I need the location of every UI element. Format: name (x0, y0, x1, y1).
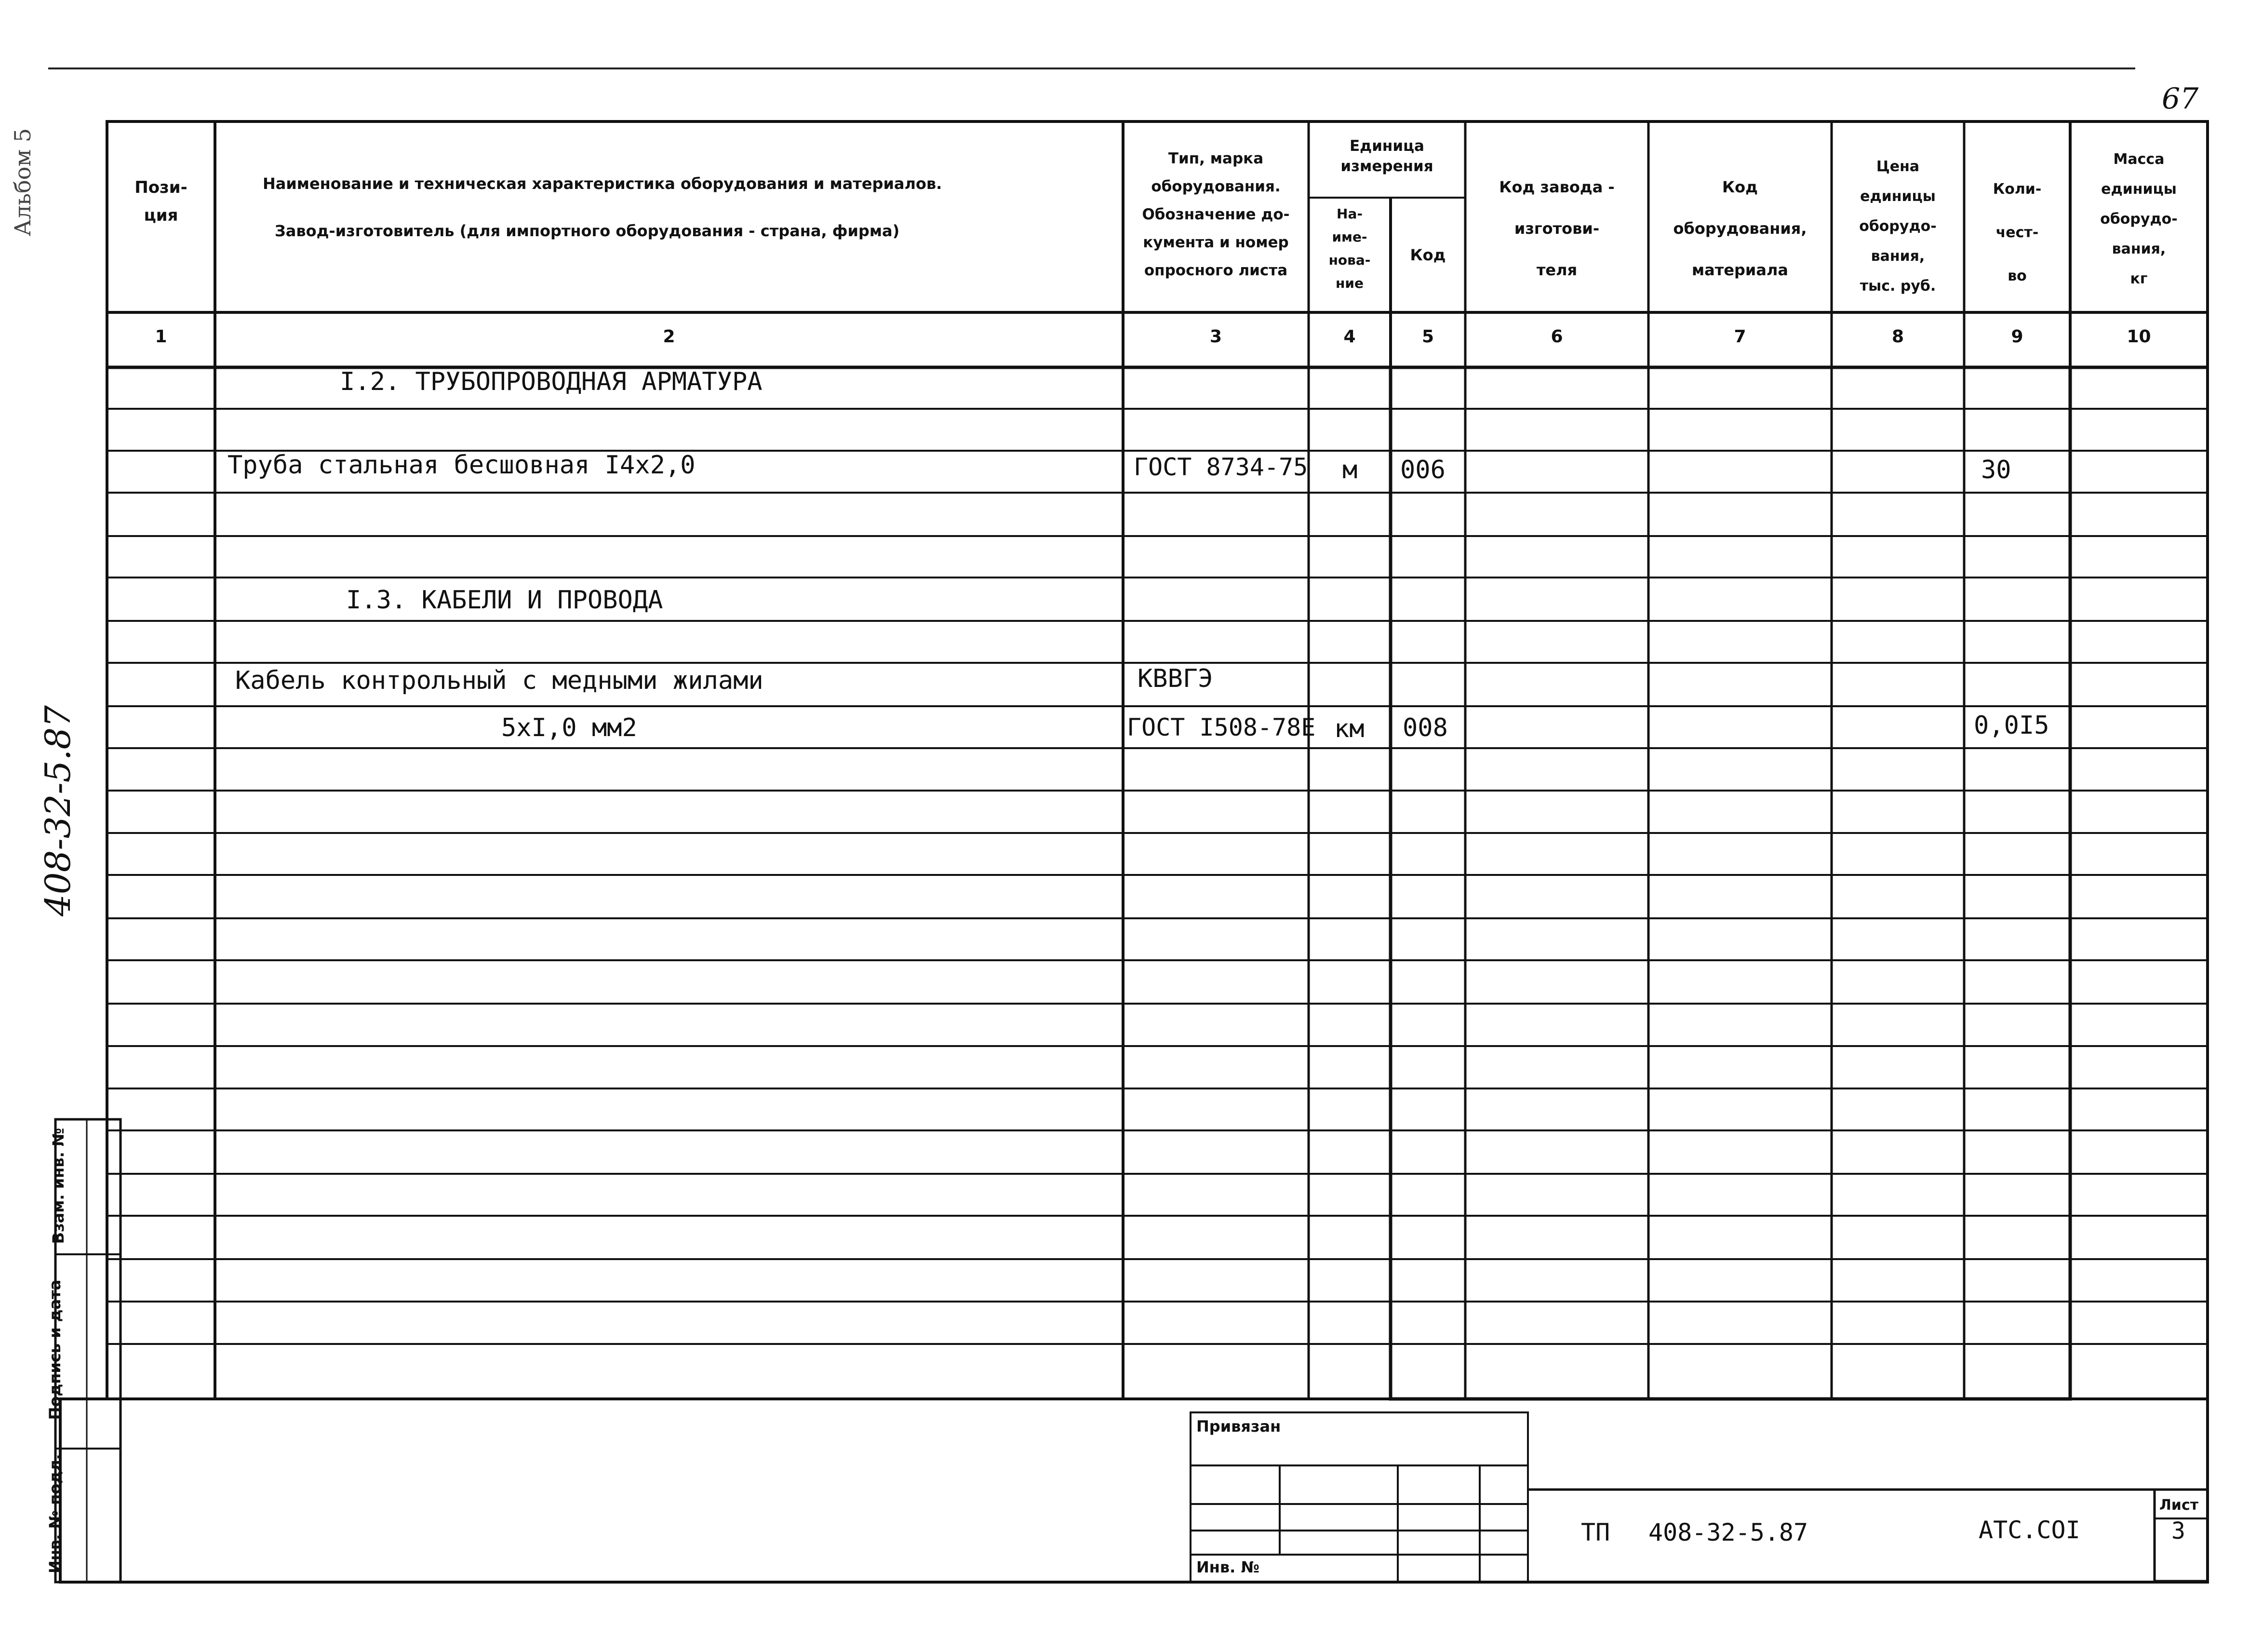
row-cable-unit: км (1334, 714, 1365, 743)
row-pipe-qty: 30 (1981, 456, 2011, 484)
row-cable-standard: ГОСТ I508-78Е (1127, 713, 1316, 741)
column-number-6: 6 (1551, 327, 1563, 347)
header-col10: Масса единицы оборудо- вания, кг (2100, 151, 2178, 287)
header-col8: Цена единицы оборудо- вания, тыс. руб. (1859, 158, 1937, 295)
tp-label: ТП (1581, 1518, 1610, 1546)
album-label: Альбом 5 (10, 128, 36, 236)
column-number-3: 3 (1209, 327, 1222, 347)
column-number-1: 1 (155, 327, 167, 347)
doc-code: АТС.СОI (1979, 1516, 2080, 1544)
header-col4: На- име- нова- ние (1328, 206, 1371, 291)
column-number-4: 4 (1343, 327, 1356, 347)
header-col2-line1: Наименование и техническая характеристика оборудования и материалов. (263, 175, 942, 193)
sheet-label: Лист (2159, 1497, 2199, 1514)
column-number-2: 2 (663, 327, 675, 347)
sheet-number: 3 (2171, 1518, 2185, 1545)
side-label-vzam: Взам. инв. № (49, 1128, 67, 1244)
column-number-9: 9 (2011, 327, 2023, 347)
header-col2-line2: Завод-изготовитель (для импортного оборудования - страна, фирма) (275, 222, 900, 240)
row-pipe-type: ГОСТ 8734-75 (1134, 453, 1308, 481)
header-col1: Пози- ция (134, 178, 187, 225)
side-label-podpis: Подпись и дата (46, 1279, 64, 1420)
privyazan-label: Привязан (1196, 1417, 1281, 1436)
row-cable-code: 008 (1403, 713, 1448, 742)
section-title-pipe-fittings: I.2. ТРУБОПРОВОДНАЯ АРМАТУРА (340, 367, 763, 396)
column-number-8: 8 (1891, 327, 1904, 347)
side-label-inv-podl: Инв. № подл. (46, 1454, 64, 1573)
page-number: 67 (2162, 82, 2199, 116)
row-pipe-unit: м (1342, 456, 1358, 484)
column-number-7: 7 (1734, 327, 1746, 347)
doc-number: 408-32-5.87 (1648, 1518, 1808, 1546)
inv-no-label: Инв. № (1196, 1558, 1259, 1576)
row-cable-qty: 0,0I5 (1974, 711, 2049, 740)
header-col9: Коли- чест- во (1993, 181, 2042, 284)
row-cable-size: 5хI,0 мм2 (501, 713, 637, 742)
column-number-10: 10 (2127, 327, 2151, 347)
section-title-cables: I.3. КАБЕЛИ И ПРОВОДА (346, 586, 663, 615)
header-col5: Код (1410, 246, 1446, 264)
row-pipe-name: Труба стальная бесшовная I4х2,0 (228, 451, 696, 480)
column-number-5: 5 (1421, 327, 1434, 347)
header-col7: Код оборудования, материала (1673, 178, 1807, 279)
header-col6: Код завода - изготови- теля (1499, 178, 1615, 279)
row-cable-name: Кабель контрольный с медными жилами (235, 666, 763, 695)
row-pipe-code: 006 (1400, 456, 1446, 484)
header-col3: Тип, марка оборудования. Обозначение до- кумента и номер опросного листа (1142, 150, 1290, 279)
row-cable-type: КВВГЭ (1138, 664, 1213, 693)
side-doc-code: 408-32-5.87 (38, 705, 78, 917)
header-col45: Единица измерения (1340, 137, 1433, 175)
